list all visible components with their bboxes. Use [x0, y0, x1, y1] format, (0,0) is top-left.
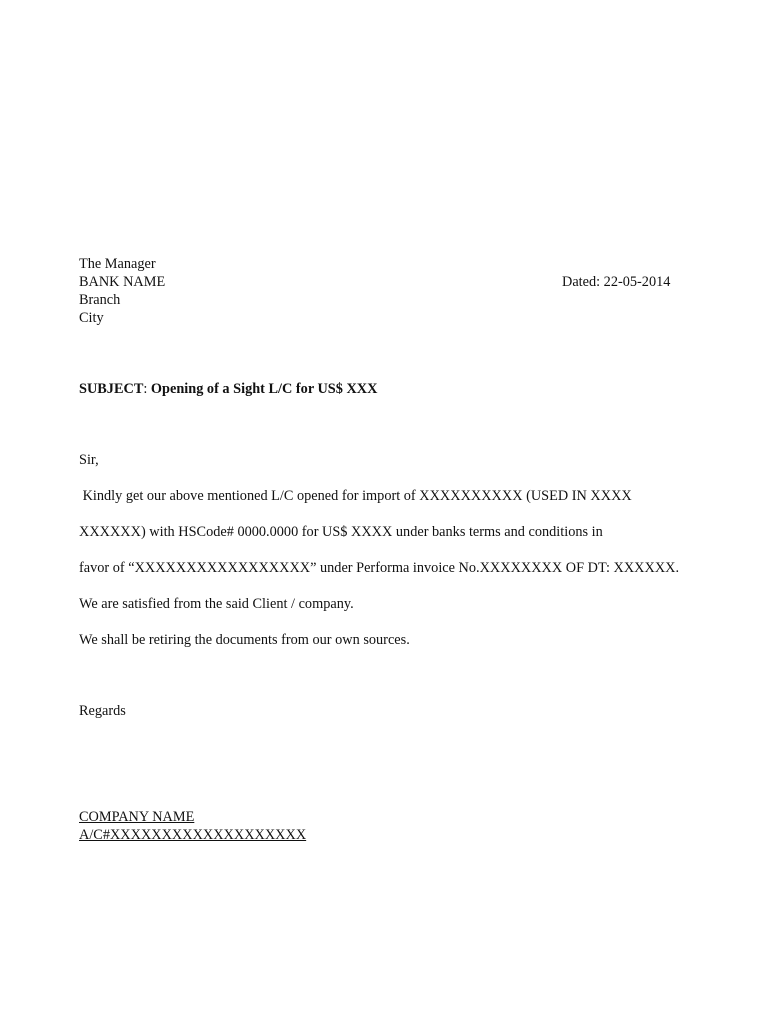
recipient-title: The Manager: [79, 256, 156, 272]
recipient-city: City: [79, 310, 104, 326]
subject-text: Opening of a Sight L/C for US$ XXX: [150, 381, 378, 397]
closing: Regards: [79, 703, 126, 719]
body-line: XXXXXX) with HSCode# 0000.0000 for US$ XXXX under banks terms and conditions in: [79, 524, 603, 540]
body-line: favor of “XXXXXXXXXXXXXXXXX” under Performa invoice No.XXXXXXXX OF DT: XXXXXX.: [79, 560, 680, 576]
recipient-branch: Branch: [79, 292, 121, 308]
subject-separator: :: [143, 381, 148, 397]
subject-line: [79, 380, 377, 398]
company-name: COMPANY NAME: [79, 809, 195, 825]
body-line: We shall be retiring the documents from our own sources.: [79, 632, 410, 648]
subject-label: SUBJECT: [79, 381, 144, 397]
body-line: We are satisfied from the said Client / company.: [79, 596, 354, 612]
letter-date: Dated: 22-05-2014: [562, 274, 671, 290]
salutation: Sir,: [79, 452, 99, 468]
body-line: Kindly get our above mentioned L/C opened for import of XXXXXXXXXX (USED IN XXXX: [79, 488, 632, 504]
account-number: A/C#XXXXXXXXXXXXXXXXXXX: [79, 827, 307, 843]
recipient-bank: BANK NAME: [79, 274, 166, 290]
